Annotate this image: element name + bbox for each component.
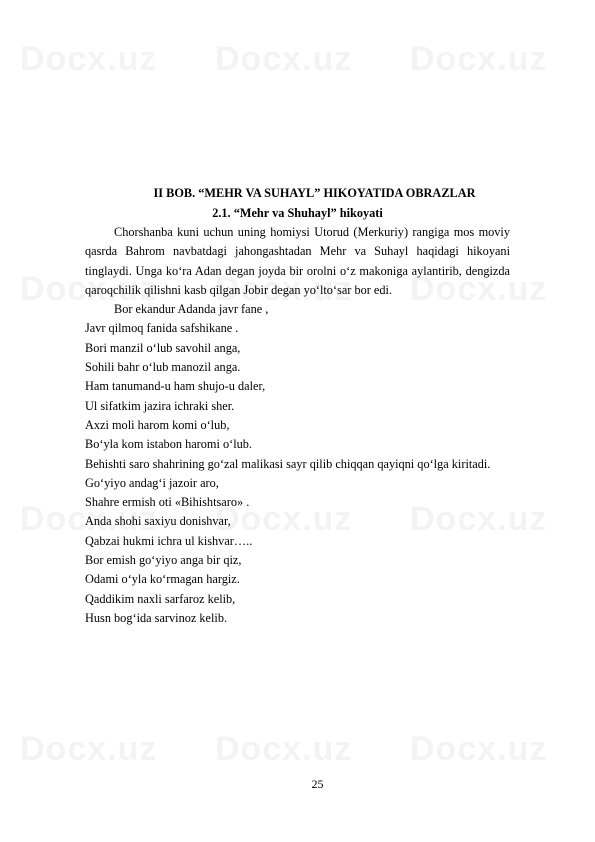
watermark <box>410 40 547 79</box>
prose-line: Behishti saro shahrining go‘zal malikasi sayr qilib chiqqan qayiqni qo‘lga kiritadi. <box>85 456 491 471</box>
intro-paragraph: Chorshanba kuni uchun uning homiysi Utorud (Merkuriy) rangiga mos moviy qasrda Bahrom navbatdagi jahongashtadan Mehr va Suhayl haqidagi hikoyani tinglaydi. Unga ko‘ra Adan degan joyda bir orolni o‘z makoniga aylantirib, dengizda qaroqchilik qilishni kasb qilgan Jobir degan yo‘lto‘sar bor edi. <box>85 225 510 297</box>
verse-line: Ul sifatkim jazira ichraki sher. <box>85 398 235 413</box>
verse-line: Anda shohi saxiyu donishvar, <box>85 514 231 529</box>
watermark <box>410 730 547 769</box>
section-heading: 2.1. “Mehr va Shuhayl” hikoyati <box>212 206 383 220</box>
page-number: 25 <box>311 777 324 791</box>
verse-line: Shahre ermish oti «Bihishtsaro» . <box>85 495 250 510</box>
watermark <box>20 730 157 769</box>
verse-line: Axzi moli harom komi o‘lub, <box>85 417 230 432</box>
document-body <box>85 184 510 628</box>
chapter-heading: II BOB. “MEHR VA SUHAYL” HIKOYATIDA OBRAZLAR <box>153 186 476 200</box>
watermark <box>215 40 352 79</box>
verse-line-first: Bor ekandur Adanda javr fane , <box>114 302 269 317</box>
verse-line: Qaddikim naxli sarfaroz kelib, <box>85 591 236 606</box>
verse-line: Odami o‘yla ko‘rmagan hargiz. <box>85 572 240 587</box>
watermark <box>215 730 352 769</box>
verse-line: Ham tanumand-u ham shujo-u daler, <box>85 379 266 394</box>
verse-line: Bori manzil o‘lub savohil anga, <box>85 340 241 355</box>
verse-line: Qabzai hukmi ichra ul kishvar….. <box>85 533 253 548</box>
verse-line: Bo‘yla kom istabon haromi o‘lub. <box>85 437 253 452</box>
verse-line: Bor emish go‘yiyo anga bir qiz, <box>85 553 242 568</box>
verse-line: Javr qilmoq fanida safshikane . <box>85 321 239 336</box>
watermark <box>20 40 157 79</box>
verse-line: Sohili bahr o‘lub manozil anga. <box>85 360 241 375</box>
verse-line: Go‘yiyo andag‘i jazoir aro, <box>85 475 219 490</box>
verse-line: Husn bog‘ida sarvinoz kelib. <box>85 610 228 625</box>
